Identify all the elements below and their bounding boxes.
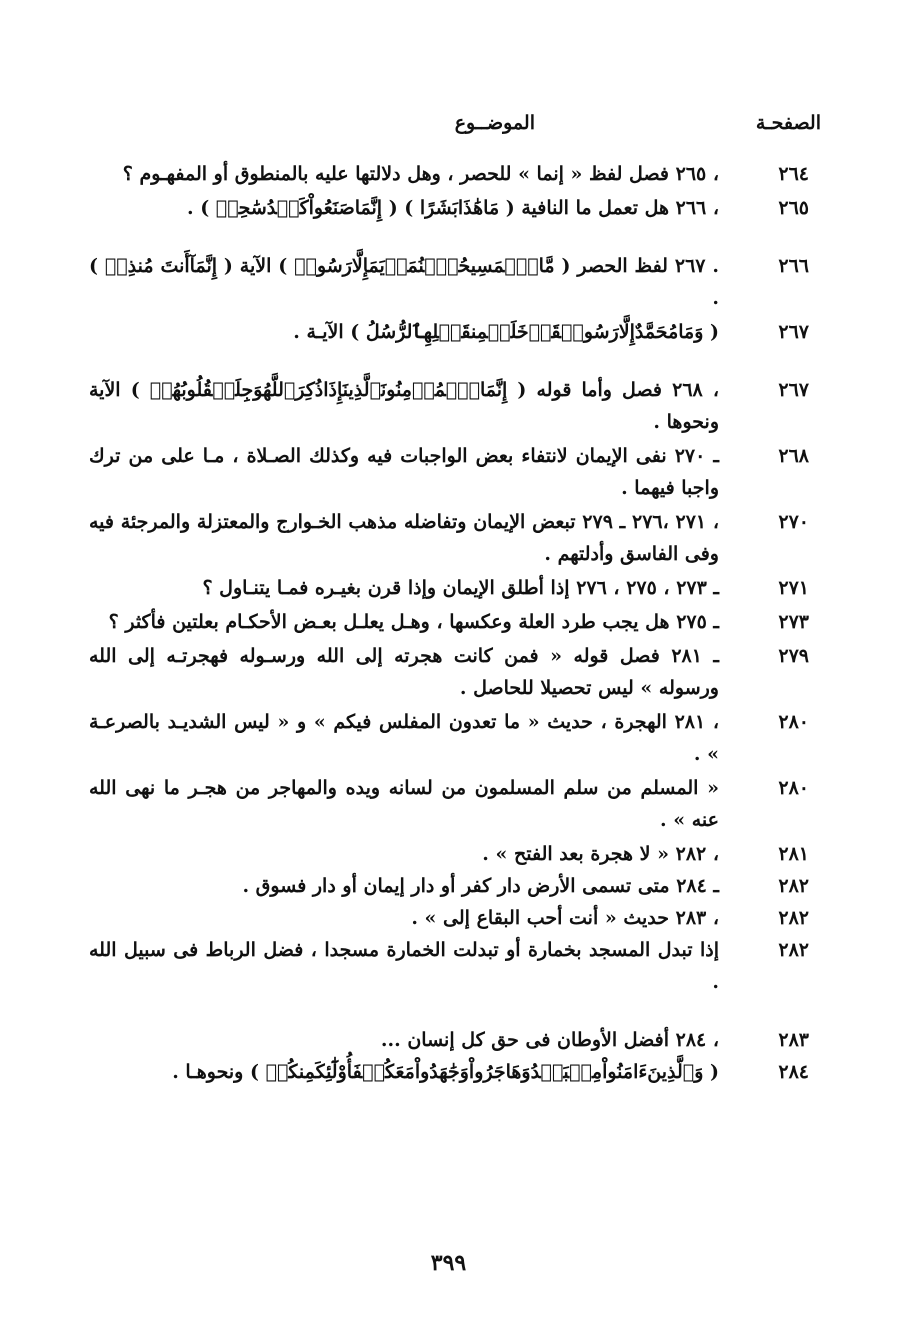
page-column-heading: الصفحـة — [755, 112, 821, 134]
entry-page-number: ٢٦٨ — [778, 445, 809, 467]
entry-topic: إذا تبدل المسجد بخمارة أو تبدلت الخمارة مسجدا ، فضل الرباط فى سبيل الله . — [89, 939, 719, 993]
index-entry — [89, 374, 809, 438]
entry-topic: ـ ٢٨٤ متى تسمى الأرض دار كفر أو دار إيمان أو دار فسوق . — [242, 875, 719, 897]
entry-page-number: ٢٨٢ — [778, 875, 809, 897]
entry-page-number: ٢٨٠ — [778, 777, 809, 799]
index-entry — [89, 640, 809, 704]
entry-page-number: ٢٨٤ — [778, 1061, 809, 1083]
entry-page-number: ٢٦٤ — [778, 163, 809, 185]
index-entry — [89, 706, 809, 770]
entry-page-number: ٢٦٥ — [778, 197, 809, 219]
index-entry — [89, 192, 809, 224]
entry-topic: ـ ٢٧٠ نفى الإيمان لانتفاء بعض الواجبات فيه وكذلك الصـلاة ، مـا على من ترك واجبا فيهما . — [89, 445, 719, 499]
index-entry — [89, 606, 809, 638]
index-entry — [89, 1056, 809, 1088]
entry-topic: ، ٢٧١ ،٢٧٦ ـ ٢٧٩ تبعض الإيمان وتفاضله مذهب الخـوارج والمعتزلة والمرجئة فيه وفى الفاسق وأدلتهم . — [89, 511, 720, 565]
entry-page-number: ٢٧٣ — [778, 611, 809, 633]
index-entry — [89, 506, 809, 570]
entry-topic: ( وَٱلَّذِينَءَامَنُواْمِنۢبَعۡدُوَهَاجَرُواْوَجَٰهَدُواْمَعَكُمۡفَأُوْلَٰٓئِكَمِنكُمۡ ) ونحوهـا . — [172, 1061, 719, 1083]
entry-topic: ، ٢٦٥ فصل لفظ « إنما » للحصر ، وهل دلالتها عليه بالمنطوق أو المفهـوم ؟ — [122, 163, 719, 185]
entry-topic: ، ٢٨٤ أفضل الأوطان فى حق كل إنسان ... — [380, 1029, 719, 1051]
entry-topic: ، ٢٨٣ حديث « أنت أحب البقاع إلى » . — [411, 907, 719, 929]
entry-topic: ، ٢٨١ الهجرة ، حديث « ما تعدون المفلس فيكم » و « ليس الشديـد بالصرعـة » . — [89, 711, 720, 765]
entry-page-number: ٢٨٠ — [778, 711, 809, 733]
entry-page-number: ٢٨٢ — [778, 907, 809, 929]
index-entries — [89, 158, 809, 1088]
entry-page-number: ٢٧٩ — [778, 645, 809, 667]
index-entry — [89, 934, 809, 998]
entry-topic: « المسلم من سلم المسلمون من لسانه ويده والمهاجر من هجـر ما نهى الله عنه » . — [89, 777, 719, 831]
entry-page-number: ٢٦٧ — [778, 379, 809, 401]
entry-page-number: ٢٦٧ — [778, 321, 809, 343]
entry-topic: ، ٢٦٦ هل تعمل ما النافية ( مَاهَٰذَابَشَرًا ) ( إِنَّمَاصَنَعُواْكَيۡدُسَٰحِرٖ ) . — [186, 197, 719, 219]
entry-page-number: ٢٧١ — [778, 577, 809, 599]
index-entry — [89, 572, 809, 604]
entry-page-number: ٢٧٠ — [778, 511, 809, 533]
entry-topic: ، ٢٨٢ « لا هجرة بعد الفتح » . — [482, 843, 719, 865]
index-entry — [89, 250, 809, 314]
entry-page-number: ٢٨٣ — [778, 1029, 809, 1051]
entry-topic: ـ ٢٨١ فصل قوله « فمن كانت هجرته إلى الله ورسـوله فهجرتـه إلى الله ورسوله » ليس تحصيلا للحاصل . — [89, 645, 719, 699]
entry-topic: ـ ٢٧٥ هل يجب طرد العلة وعكسها ، وهـل يعلـل بعـض الأحكـام بعلتين فأكثر ؟ — [108, 611, 719, 633]
index-entry — [89, 902, 809, 934]
entry-topic: ـ ٢٧٣ ، ٢٧٥ ، ٢٧٦ إذا أطلق الإيمان وإذا قرن بغيـره فمـا يتنـاول ؟ — [202, 577, 719, 599]
entry-topic: ( وَمَامُحَمَّدٌإِلَّارَسُولٞقَدۡخَلَتۡمِنقَبۡلِهِٱلرُّسُلُ ) الآيـة . — [293, 321, 719, 343]
table-header — [0, 112, 897, 142]
index-entry — [89, 316, 809, 348]
index-entry — [89, 1024, 809, 1056]
index-entry — [89, 870, 809, 902]
index-entry — [89, 440, 809, 504]
entry-page-number: ٢٨٢ — [778, 939, 809, 961]
entry-page-number: ٢٦٦ — [778, 255, 809, 277]
entry-page-number: ٢٨١ — [778, 843, 809, 865]
index-entry — [89, 772, 809, 836]
index-entry — [89, 838, 809, 870]
topic-column-heading: الموضــوع — [454, 112, 535, 134]
entry-topic: . ٢٦٧ لفظ الحصر ( مَّاٱلۡمَسِيحُٱبۡنُمَرۡيَمَإِلَّارَسُولٞ ) الآية ( إِنَّمَآأَنتَ مُنذِرٞ ) . — [89, 255, 720, 309]
entry-topic: ، ٢٦٨ فصل وأما قوله ( إِنَّمَاٱلۡمُؤۡمِنُونَٱلَّذِينَإِذَاذُكِرَٱللَّهُوَجِلَتۡقُلُوبُهُمۡ ) الآية ونحوها . — [89, 379, 719, 433]
index-entry — [89, 158, 809, 190]
page-number: ٣٩٩ — [430, 1250, 467, 1276]
